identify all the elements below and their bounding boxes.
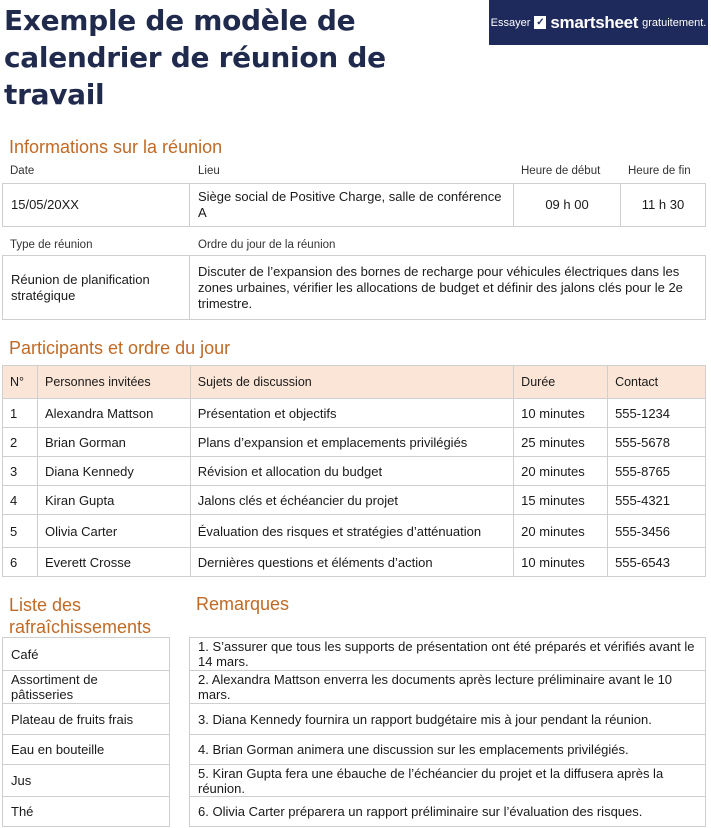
col-contact-header: Contact xyxy=(608,366,706,399)
row-topic: Présentation et objectifs xyxy=(190,399,513,428)
row-contact: 555-4321 xyxy=(608,486,706,515)
participants-table xyxy=(2,365,706,577)
list-item: 1. S’assurer que tous les supports de présentation ont été préparés et vérifiés avant le 14 mars. xyxy=(190,638,705,671)
location-label: Lieu xyxy=(198,165,220,177)
row-topic: Révision et allocation du budget xyxy=(190,457,513,486)
banner-brand: smartsheet xyxy=(550,12,639,32)
banner-prefix: Essayer xyxy=(490,16,531,29)
agenda-value: Discuter de l’expansion des bornes de recharge pour véhicules électriques dans les zones urbaines, vérifier les allocations de budget et définir des jalons clés pour le 2e trimestre. xyxy=(189,255,706,320)
list-item: Eau en bouteille xyxy=(3,735,169,765)
refreshments-heading: Liste des rafraîchissements xyxy=(9,595,152,637)
row-invitee: Everett Crosse xyxy=(37,548,190,577)
banner-suffix: gratuitement. xyxy=(642,16,707,29)
row-duration: 20 minutes xyxy=(514,457,608,486)
end-time-value: 11 h 30 xyxy=(620,183,706,227)
participants-heading: Participants et ordre du jour xyxy=(9,338,231,358)
start-time-value: 09 h 00 xyxy=(513,183,621,227)
list-item: 4. Brian Gorman animera une discussion sur les emplacements privilégiés. xyxy=(190,735,705,765)
row-number: 4 xyxy=(3,486,38,515)
row-number: 6 xyxy=(3,548,38,577)
table-row xyxy=(3,428,706,457)
meeting-type-label: Type de réunion xyxy=(10,239,93,251)
row-number: 3 xyxy=(3,457,38,486)
meeting-info-heading: Informations sur la réunion xyxy=(9,137,223,157)
row-number: 5 xyxy=(3,515,38,548)
list-item: 2. Alexandra Mattson enverra les documents après lecture préliminaire avant le 10 mars. xyxy=(190,671,705,704)
row-invitee: Kiran Gupta xyxy=(37,486,190,515)
page-title: Exemple de modèle de calendrier de réunion de travail xyxy=(4,4,386,111)
row-invitee: Diana Kennedy xyxy=(37,457,190,486)
row-number: 1 xyxy=(3,399,38,428)
col-invitees-header: Personnes invitées xyxy=(37,366,190,399)
table-row xyxy=(3,548,706,577)
date-value: 15/05/20XX xyxy=(2,183,190,227)
smartsheet-logo-icon: ✓ xyxy=(536,17,545,28)
row-duration: 20 minutes xyxy=(514,515,608,548)
row-number: 2 xyxy=(3,428,38,457)
list-item: Thé xyxy=(11,804,34,819)
list-item: 5. Kiran Gupta fera une ébauche de l’échéancier du projet et la diffusera après la réunion. xyxy=(190,765,705,797)
row-duration: 10 minutes xyxy=(514,399,608,428)
table-row xyxy=(3,457,706,486)
row-invitee: Brian Gorman xyxy=(37,428,190,457)
row-topic: Jalons clés et échéancier du projet xyxy=(190,486,513,515)
start-time-label: Heure de début xyxy=(521,165,601,177)
date-label: Date xyxy=(10,165,35,177)
col-duration-header: Durée xyxy=(514,366,608,399)
row-topic: Plans d’expansion et emplacements privilégiés xyxy=(190,428,513,457)
row-duration: 25 minutes xyxy=(514,428,608,457)
list-item: Jus xyxy=(3,765,169,797)
smartsheet-trial-banner[interactable] xyxy=(489,0,708,45)
list-item: Plateau de fruits frais xyxy=(3,704,169,735)
end-time-label: Heure de fin xyxy=(628,165,691,177)
row-duration: 10 minutes xyxy=(514,548,608,577)
location-value: Siège social de Positive Charge, salle de conférence A xyxy=(189,183,514,227)
list-item: Assortiment de pâtisseries xyxy=(3,671,169,704)
table-header-row xyxy=(3,366,706,399)
refreshments-list xyxy=(2,637,170,827)
remarks-heading: Remarques xyxy=(196,594,290,614)
agenda-label: Ordre du jour de la réunion xyxy=(198,239,336,251)
meeting-type-value: Réunion de planification stratégique xyxy=(2,255,190,320)
row-duration: 15 minutes xyxy=(514,486,608,515)
row-contact: 555-3456 xyxy=(608,515,706,548)
row-contact: 555-8765 xyxy=(608,457,706,486)
row-contact: 555-1234 xyxy=(608,399,706,428)
table-row xyxy=(3,486,706,515)
row-topic: Évaluation des risques et stratégies d’atténuation xyxy=(190,515,513,548)
table-row xyxy=(3,515,706,548)
list-item: 6. Olivia Carter préparera un rapport préliminaire sur l’évaluation des risques. xyxy=(198,804,643,819)
remarks-list xyxy=(189,637,706,827)
col-topics-header: Sujets de discussion xyxy=(190,366,513,399)
list-item: Café xyxy=(3,638,169,671)
row-invitee: Alexandra Mattson xyxy=(37,399,190,428)
row-invitee: Olivia Carter xyxy=(37,515,190,548)
row-topic: Dernières questions et éléments d’action xyxy=(190,548,513,577)
list-item: 3. Diana Kennedy fournira un rapport budgétaire mis à jour pendant la réunion. xyxy=(190,704,705,735)
row-contact: 555-6543 xyxy=(608,548,706,577)
col-number-header: N° xyxy=(3,366,38,399)
table-row xyxy=(3,399,706,428)
row-contact: 555-5678 xyxy=(608,428,706,457)
